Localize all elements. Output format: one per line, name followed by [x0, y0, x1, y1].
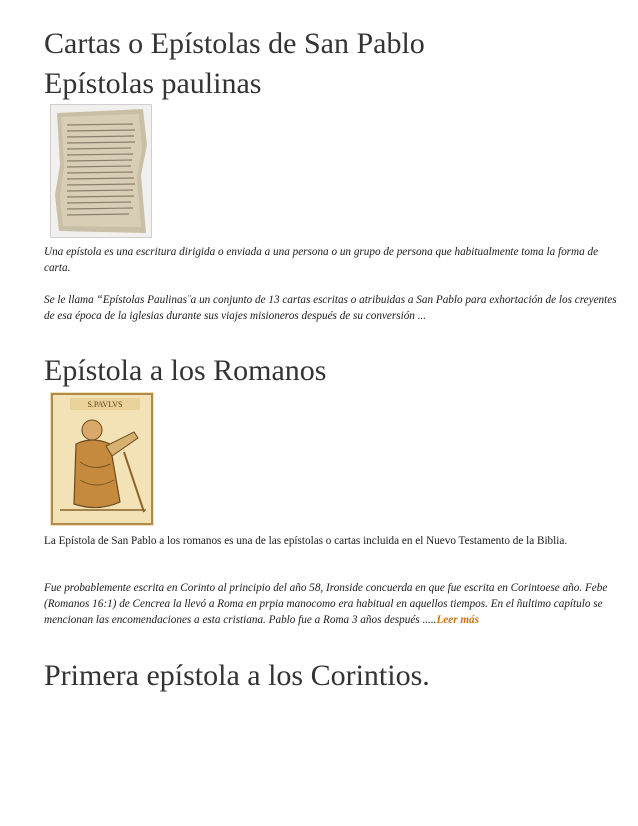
romanos-details-text: Fue probablemente escrita en Corinto al principio del año 58, Ironside concuerda en que fue escrita en Corintoese año. Febe (Romanos 16:1) de Cencrea la llevó a Roma en prpia manocomo era habitual en aquellos tiempos. En el ñultimo capítulo se mencionan las encomendaciones a esta cristiana. Pablo fue a Roma 3 años después .....: [44, 582, 608, 626]
heading-corintios: Primera epístola a los Corintios.: [44, 659, 430, 692]
leer-mas-link[interactable]: Leer más: [436, 614, 480, 626]
page-title: Cartas o Epístolas de San Pablo: [44, 27, 425, 60]
page-subtitle: Epístolas paulinas: [44, 67, 262, 100]
pauline-epistles-intro: Se le llama “Epístolas Paulinas¨a un conjunto de 13 cartas escritas o atribuidas a San Pablo para exhortación de los creyentes de esa época de la iglesias durante sus viajes misioneros después de su conversión ...: [44, 294, 617, 322]
san-pablo-image: [50, 392, 154, 526]
romanos-description: La Epístola de San Pablo a los romanos es una de las epístolas o cartas incluida en el Nuevo Testamento de la Biblia.: [44, 535, 568, 547]
epistle-definition: Una epístola es una escritura dirigida o enviada a una persona o un grupo de persona que habitualmente toma la forma de carta.: [44, 246, 599, 274]
heading-romanos: Epístola a los Romanos: [44, 354, 327, 387]
romanos-details: [44, 580, 622, 628]
papyrus-image: [50, 104, 152, 238]
svg-text:S.PAVLVS: S.PAVLVS: [87, 400, 123, 409]
